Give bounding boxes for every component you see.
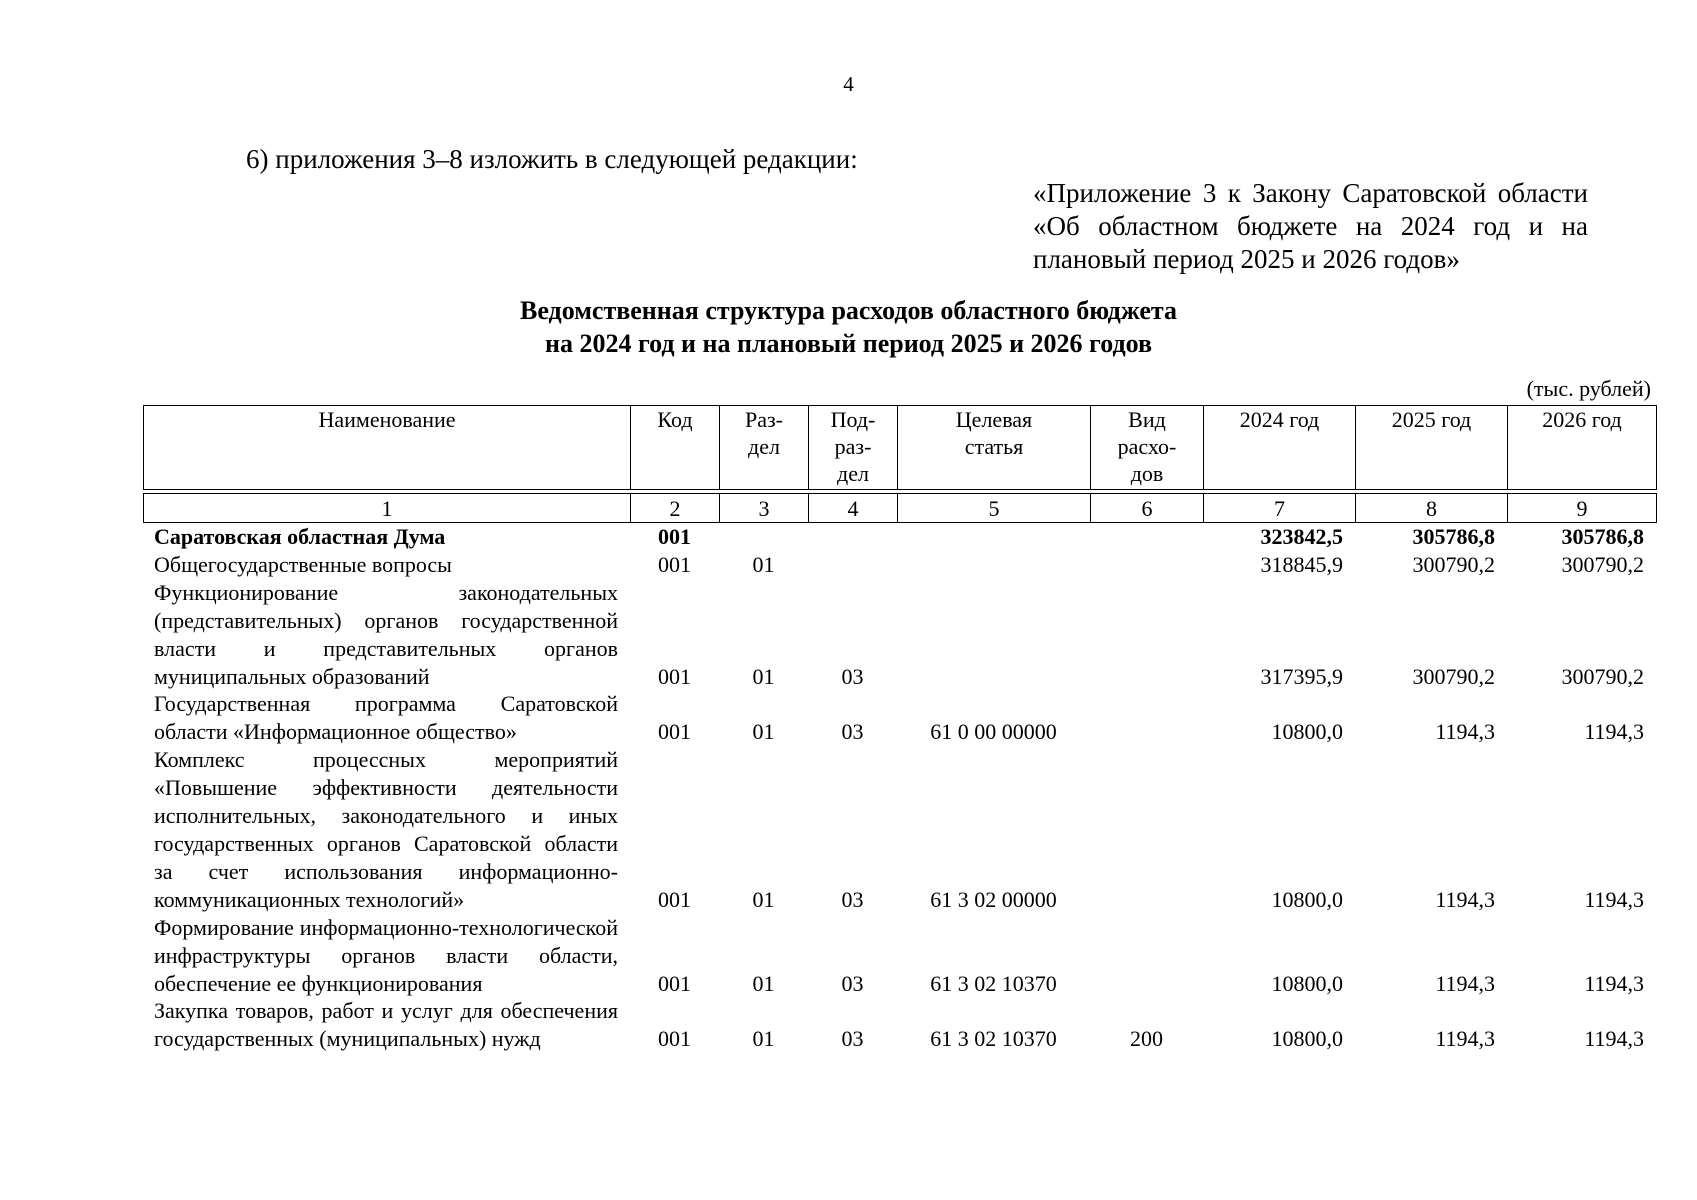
cell-subsection: 03	[841, 719, 864, 745]
cell-2024: 317395,9	[1260, 663, 1343, 689]
column-number: 8	[1356, 494, 1508, 523]
cell-2025: 1194,3	[1435, 970, 1495, 996]
cell-2024: 10800,0	[1271, 886, 1343, 912]
header-section: Раз- дел	[720, 406, 809, 490]
column-number: 2	[631, 494, 720, 523]
column-number: 4	[809, 494, 898, 523]
cell-2024: 323842,5	[1260, 524, 1343, 549]
column-number: 7	[1204, 494, 1356, 523]
column-number: 9	[1508, 494, 1657, 523]
budget-table	[143, 523, 1656, 1053]
cell-subsection	[808, 523, 897, 551]
header-target: Целевая статья	[898, 406, 1091, 490]
cell-code: 001	[658, 551, 691, 577]
cell-section: 01	[752, 970, 775, 996]
cell-target	[897, 579, 1090, 691]
cell-2026: 305786,8	[1561, 524, 1644, 549]
title-line-1: Ведомственная структура расходов областного бюджета	[520, 296, 1177, 325]
cell-section: 01	[752, 551, 775, 577]
cell-name: Закупка товаров, работ и услуг для обеспечения государственных (муниципальных) нужд	[154, 998, 618, 1052]
cell-exp-type	[1090, 523, 1203, 551]
header-2025: 2025 год	[1356, 406, 1508, 490]
cell-2025: 305786,8	[1412, 524, 1495, 549]
cell-2025: 1194,3	[1435, 886, 1495, 912]
table-row	[143, 914, 1656, 998]
cell-2026: 1194,3	[1584, 970, 1644, 996]
cell-subsection	[808, 551, 897, 579]
cell-exp-type	[1090, 579, 1203, 691]
header-name: Наименование	[144, 406, 631, 490]
cell-2024: 10800,0	[1271, 1026, 1343, 1052]
column-number: 3	[720, 494, 809, 523]
page-number: 4	[843, 72, 854, 96]
cell-2024: 10800,0	[1271, 970, 1343, 996]
cell-2025: 300790,2	[1412, 663, 1495, 689]
cell-target: 61 3 02 10370	[930, 1026, 1057, 1052]
cell-2025: 300790,2	[1412, 551, 1495, 577]
cell-target	[897, 523, 1090, 551]
cell-subsection: 03	[841, 970, 864, 996]
cell-name: Формирование информационно-технологической инфраструктуры органов власти области, обеспечение ее функционирования	[154, 914, 618, 996]
header-2026: 2026 год	[1508, 406, 1657, 490]
cell-name: Комплекс процессных мероприятий «Повышение эффективности деятельности исполнительных, законодательного и иных государственных органов Саратовской области за счет использования информационно-коммуникационных технологий»	[154, 747, 618, 912]
table-row	[143, 579, 1656, 691]
table-row	[143, 690, 1656, 746]
table-row	[143, 551, 1656, 579]
header-code: Код	[631, 406, 720, 490]
table-header	[143, 405, 1657, 523]
cell-code: 001	[658, 524, 691, 549]
cell-section: 01	[752, 886, 775, 912]
appendix-reference: «Приложение 3 к Закону Саратовской области «Об областном бюджете на 2024 год и на плановый период 2025 и 2026 годов»	[1033, 178, 1588, 274]
table-row	[143, 746, 1656, 913]
cell-subsection: 03	[841, 886, 864, 912]
cell-code: 001	[658, 1026, 691, 1052]
cell-exp-type	[1090, 914, 1203, 998]
cell-name: Саратовская областная Дума	[154, 524, 446, 549]
column-number: 1	[144, 494, 631, 523]
cell-exp-type	[1090, 551, 1203, 579]
cell-subsection: 03	[841, 663, 864, 689]
cell-2024: 318845,9	[1260, 551, 1343, 577]
cell-2026: 1194,3	[1584, 719, 1644, 745]
intro-text: 6) приложения 3–8 изложить в следующей редакции:	[246, 144, 858, 174]
table-row	[143, 523, 1656, 551]
cell-target	[897, 551, 1090, 579]
header-exp-type: Вид расхо- дов	[1091, 406, 1204, 490]
cell-2026: 1194,3	[1584, 886, 1644, 912]
cell-target: 61 3 02 10370	[930, 970, 1057, 996]
cell-name: Функционирование законодательных (представительных) органов государственной власти и представительных органов муниципальных образований	[154, 579, 618, 689]
cell-2025: 1194,3	[1435, 719, 1495, 745]
cell-2026: 1194,3	[1584, 1026, 1644, 1052]
cell-target: 61 0 00 00000	[930, 719, 1057, 745]
cell-2026: 300790,2	[1561, 551, 1644, 577]
cell-exp-type: 200	[1130, 1026, 1163, 1052]
units-label: (тыс. рублей)	[1526, 376, 1651, 401]
cell-2024: 10800,0	[1271, 719, 1343, 745]
cell-code: 001	[658, 970, 691, 996]
title-line-2: на 2024 год и на плановый период 2025 и 2026 годов	[544, 329, 1153, 358]
cell-code: 001	[658, 719, 691, 745]
cell-section: 01	[752, 719, 775, 745]
cell-section: 01	[752, 1026, 775, 1052]
cell-exp-type	[1090, 690, 1203, 746]
header-subsection: Под- раз- дел	[809, 406, 898, 490]
column-number: 6	[1091, 494, 1204, 523]
cell-2026: 300790,2	[1561, 663, 1644, 689]
document-title	[0, 294, 1697, 360]
column-number: 5	[898, 494, 1091, 523]
cell-subsection: 03	[841, 1026, 864, 1052]
cell-code: 001	[658, 663, 691, 689]
cell-2025: 1194,3	[1435, 1026, 1495, 1052]
cell-name: Общегосударственные вопросы	[154, 551, 452, 577]
cell-name: Государственная программа Саратовской области «Информационное общество»	[154, 691, 618, 745]
table-row	[143, 997, 1656, 1053]
cell-section: 01	[752, 663, 775, 689]
header-2024: 2024 год	[1204, 406, 1356, 490]
cell-section	[719, 523, 808, 551]
cell-exp-type	[1090, 746, 1203, 913]
cell-target: 61 3 02 00000	[930, 886, 1057, 912]
cell-code: 001	[658, 886, 691, 912]
